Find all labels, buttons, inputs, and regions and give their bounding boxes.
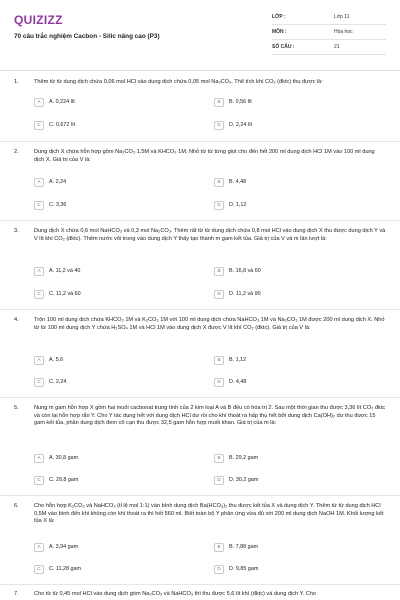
option-letter-box: A (34, 356, 44, 365)
meta-value: 21 (334, 44, 340, 50)
meta-value: Lớp 11 (334, 14, 350, 20)
option-letter-box: C (34, 121, 44, 130)
option-d[interactable] (214, 563, 258, 576)
question-text: Trộn 100 ml dung dịch chứa KHCO₃ 1M và K₂CO₃ 1M với 100 ml dung dịch chứa NaHCO₃ 1M và Na₂CO₃ 1M được 200 ml dung dịch X. Nhỏ từ từ 100 ml dung dịch Y chứa H₂SO₄ 1M và HCl 1M vào dung dịch X được V lít khí CO₂ (đktc). Giá trị của V là: (34, 317, 385, 331)
question-number: 2. (14, 149, 19, 155)
option-letter-box: D (214, 378, 224, 387)
option-letter-box: B (214, 267, 224, 276)
option-label: D. 1,12 (229, 201, 247, 208)
option-b[interactable] (214, 96, 252, 109)
question-text: Dung dịch X chứa 0,6 mol NaHCO₃ và 0,3 mol Na₂CO₃. Thêm rất từ từ dung dịch chứa 0,8 mol HCl vào dung dịch X thu được dung dịch Y và V lít khí CO₂ (đktc). Thêm nước vôi trong vào dung dịch Y thấy tạo thành m gam kết tủa. Giá trị của V và m lần lượt là: (34, 228, 386, 242)
option-c[interactable] (34, 376, 66, 389)
option-letter-box: C (34, 201, 44, 210)
question-text: Cho từ từ 0,45 mol HCl vào dung dịch gồm Na₂CO₃ và NaHCO₃ thì thu được 5,6 lít khí (đktc) và dung dịch Y. Cho (34, 591, 316, 597)
option-d[interactable] (214, 119, 252, 132)
option-letter-box: C (34, 476, 44, 485)
option-a[interactable] (34, 176, 66, 189)
option-label: B. 4,48 (229, 178, 247, 185)
option-b[interactable] (214, 176, 246, 189)
option-label: D. 4,48 (229, 378, 247, 385)
option-label: C. 0,672 lít (49, 121, 76, 128)
option-label: A. 2,24 (49, 178, 67, 185)
meta-value: Hóa học (334, 29, 353, 35)
question-number: 4. (14, 317, 19, 323)
option-label: C. 29,8 gam (49, 476, 79, 483)
option-label: C. 3,36 (49, 201, 67, 208)
option-letter-box: A (34, 267, 44, 276)
option-letter-box: C (34, 378, 44, 387)
option-letter-box: B (214, 454, 224, 463)
option-letter-box: B (214, 98, 224, 107)
meta-key: SỐ CÂU : (272, 44, 295, 50)
option-label: B. 0,56 lít (229, 98, 252, 105)
option-letter-box: B (214, 543, 224, 552)
option-b[interactable] (214, 265, 261, 278)
option-a[interactable] (34, 452, 78, 465)
option-d[interactable] (214, 199, 246, 212)
question-divider (0, 141, 400, 142)
quizizz-logo (14, 12, 63, 28)
option-c[interactable] (34, 199, 66, 212)
option-c[interactable] (34, 119, 75, 132)
option-letter-box: A (34, 178, 44, 187)
meta-key: LỚP : (272, 14, 286, 20)
option-a[interactable] (34, 96, 75, 109)
question-divider (0, 220, 400, 221)
option-label: C. 11,28 gam (49, 565, 81, 572)
option-letter-box: C (34, 565, 44, 574)
option-label: B. 16,8 và 60 (229, 267, 261, 274)
meta-table (272, 10, 386, 55)
question-text: Nung m gam hỗn hợp X gồm hai muối cacbonat trung tính của 2 kim loại A và B đều có hóa trị 2. Sau một thời gian thu được 3,36 lít CO₂ đktc và còn lại hỗn hợp rắn Y. Cho Y tác dụng hết với dung dịch HCl dư rồi cho khí thoát ra hấp thụ hết bởi dung dịch Ca(OH)₂ dư thu được 15 gam kết tủa, phần dung dịch đem cô cạn thu được 32,5 gam hỗn hợp muối khan. Giá trị của m là: (34, 405, 386, 427)
option-letter-box: D (214, 290, 224, 299)
option-d[interactable] (214, 376, 246, 389)
option-label: B. 29,2 gam (229, 454, 259, 461)
option-label: D. 2,24 lít (229, 121, 253, 128)
option-d[interactable] (214, 288, 261, 301)
option-a[interactable] (34, 265, 80, 278)
option-label: A. 30,8 gam (49, 454, 79, 461)
option-label: B. 1,12 (229, 356, 247, 363)
option-c[interactable] (34, 288, 81, 301)
page-header (14, 10, 386, 60)
option-a[interactable] (34, 541, 78, 554)
option-b[interactable] (214, 541, 258, 554)
option-c[interactable] (34, 474, 78, 487)
option-label: D. 9,85 gam (229, 565, 259, 572)
meta-row-subject (272, 25, 386, 40)
option-d[interactable] (214, 474, 258, 487)
question-divider (0, 584, 400, 585)
option-letter-box: D (214, 476, 224, 485)
question-number: 1. (14, 79, 19, 85)
option-letter-box: C (34, 290, 44, 299)
option-label: C. 2,24 (49, 378, 67, 385)
option-label: B. 7,88 gam (229, 543, 259, 550)
question-7 (14, 591, 386, 600)
meta-row-count (272, 40, 386, 55)
option-letter-box: D (214, 565, 224, 574)
option-label: A. 5,6 (49, 356, 64, 363)
meta-row-grade (272, 10, 386, 25)
question-number: 6. (14, 503, 19, 509)
question-number: 7. (14, 591, 19, 597)
option-b[interactable] (214, 354, 246, 367)
document-title: 70 câu trắc nghiệm Cacbon - Silic nâng cao (P3) (14, 33, 160, 40)
option-label: A. 0,224 lít (49, 98, 75, 105)
question-text: Thêm từ từ dung dịch chứa 0,06 mol HCl vào dung dịch chứa 0,05 mol Na₂CO₃. Thể tích khí CO₂ (đktc) thu được là: (34, 79, 323, 85)
option-a[interactable] (34, 354, 63, 367)
option-label: D. 11,2 và 90 (229, 290, 261, 297)
header-divider (0, 70, 400, 71)
question-text: Cho hỗn hợp K₂CO₃ và NaHCO₃ (tỉ lệ mol 1:1) vào bình dung dịch Ba(HCO₃)₂ thu được kết tủa X và dung dịch Y. Thêm từ từ dung dịch HCl 0,5M vào bình đến khi không còn khí thoát ra thì hết 560 ml. Biết toàn bộ Y phản ứng vừa đủ với 200 ml dung dịch NaOH 1M. Khối lượng kết tủa X là: (34, 503, 384, 525)
option-letter-box: A (34, 98, 44, 107)
option-letter-box: B (214, 178, 224, 187)
logo-text: QUIZIZZ (14, 13, 63, 27)
option-label: D. 30,2 gam (229, 476, 259, 483)
option-label: C. 11,2 và 60 (49, 290, 81, 297)
question-divider (0, 397, 400, 398)
option-label: A. 11,2 và 40 (49, 267, 81, 274)
question-divider (0, 495, 400, 496)
option-c[interactable] (34, 563, 81, 576)
option-label: A. 3,94 gam (49, 543, 79, 550)
option-letter-box: D (214, 121, 224, 130)
option-letter-box: A (34, 454, 44, 463)
option-letter-box: B (214, 356, 224, 365)
question-text: Dung dịch X chứa hỗn hợp gồm Na₂CO₃ 1,5M và KHCO₃ 1M. Nhỏ từ từ từng giọt cho đến hết 200 ml dung dịch HCl 1M vào 100 ml dung dịch X. Giá trị của V là: (34, 149, 375, 163)
option-letter-box: A (34, 543, 44, 552)
option-b[interactable] (214, 452, 258, 465)
option-letter-box: D (214, 201, 224, 210)
question-number: 5. (14, 405, 19, 411)
question-number: 3. (14, 228, 19, 234)
meta-key: MÔN : (272, 29, 287, 35)
question-divider (0, 309, 400, 310)
